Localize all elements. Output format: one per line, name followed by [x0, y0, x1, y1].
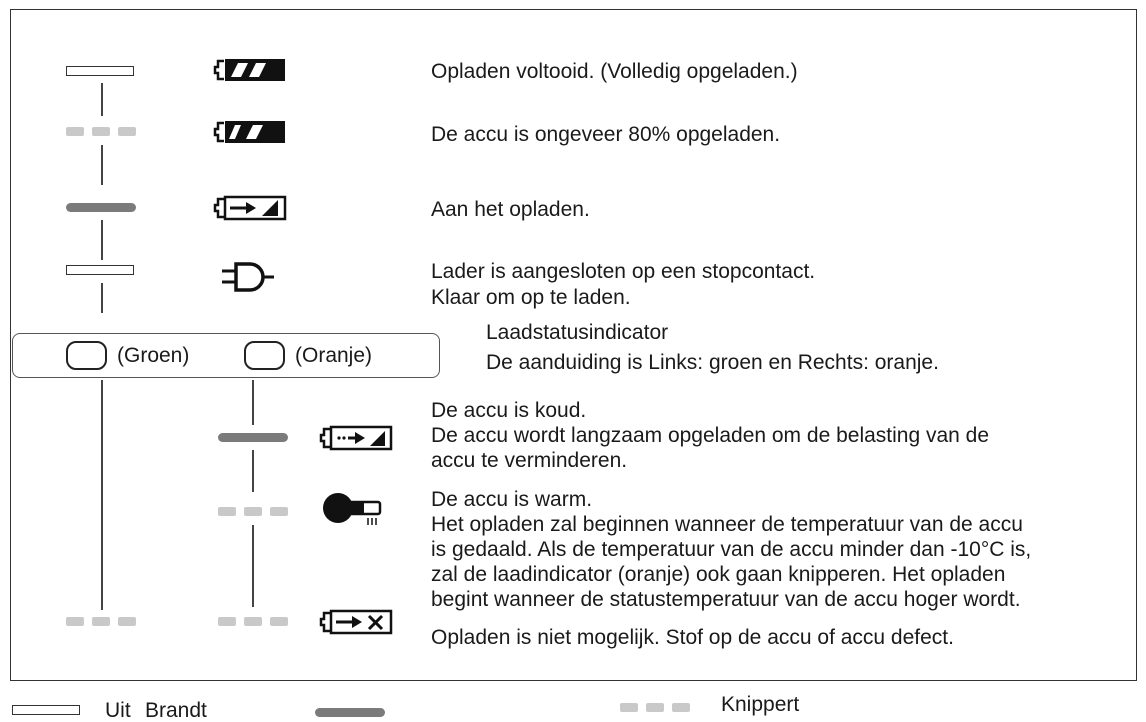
- green-lamp-icon: [66, 341, 107, 370]
- key-off-symbol: [12, 705, 80, 715]
- row-3-text: Aan het opladen.: [431, 198, 590, 221]
- battery-full-icon: [216, 57, 288, 83]
- green-indicator-on-row3: [66, 203, 136, 212]
- green-indicator-blink-row2: [66, 127, 136, 136]
- indicator-legend-box: [12, 333, 440, 378]
- orange-lamp-icon: [244, 341, 285, 370]
- row-1-text: Opladen voltooid. (Volledig opgeladen.): [431, 60, 798, 83]
- row-6-text-line-1: De accu is warm.: [431, 488, 593, 511]
- key-off-label: Uit: [105, 699, 131, 722]
- row-5-text-line-1: De accu is koud.: [431, 399, 587, 422]
- orange-indicator-blink-row7: [218, 617, 288, 626]
- connector-line: [101, 220, 103, 260]
- connector-line: [101, 380, 103, 610]
- key-on-symbol: [315, 708, 385, 717]
- connector-line: [252, 525, 254, 607]
- connector-line: [101, 83, 103, 116]
- battery-charging-icon: [216, 195, 288, 221]
- thermometer-icon: [322, 492, 394, 528]
- row-5-text-line-3: accu te verminderen.: [431, 449, 628, 472]
- row-2-text: De accu is ongeveer 80% opgeladen.: [431, 123, 781, 146]
- row-6-text-line-3: is gedaald. Als de temperatuur van de accu minder dan -10°C is,: [431, 538, 1032, 561]
- row-7-text: Opladen is niet mogelijk. Stof op de accu of accu defect.: [431, 626, 954, 649]
- indicator-legend-title: Laadstatusindicator: [486, 321, 669, 344]
- row-6-text-line-2: Het opladen zal beginnen wanneer de temperatuur van de accu: [431, 513, 1023, 536]
- orange-indicator-blink-row6: [218, 507, 288, 516]
- connector-line: [101, 283, 103, 313]
- green-indicator-off-row1: [66, 66, 134, 76]
- row-5-text-line-2: De accu wordt langzaam opgeladen om de belasting van de: [431, 424, 990, 447]
- battery-slow-charge-icon: [322, 425, 394, 451]
- row-6-text-line-5: begint wanneer de statustemperatuur van de accu hoger wordt.: [431, 588, 1021, 611]
- green-indicator-blink-row7: [66, 617, 136, 626]
- key-blink-symbol: [620, 703, 690, 712]
- connector-line: [252, 450, 254, 492]
- connector-line: [252, 380, 254, 425]
- indicator-legend-description: De aanduiding is Links: groen en Rechts: oranje.: [486, 351, 939, 374]
- battery-80-icon: [216, 119, 288, 145]
- battery-error-icon: [322, 609, 394, 635]
- orange-lamp-label: (Oranje): [295, 344, 373, 367]
- connector-line: [101, 145, 103, 185]
- row-6-text-line-4: zal de laadindicator (oranje) ook gaan knipperen. Het opladen: [431, 563, 1006, 586]
- key-blink-label: Knippert: [721, 693, 800, 716]
- green-indicator-off-row4: [66, 265, 134, 275]
- plug-icon: [222, 262, 284, 292]
- row-4-text-line-2: Klaar om op te laden.: [431, 286, 631, 309]
- green-lamp-label: (Groen): [117, 344, 190, 367]
- row-4-text-line-1: Lader is aangesloten op een stopcontact.: [431, 260, 816, 283]
- orange-indicator-on-row5: [218, 433, 288, 442]
- key-on-label: Brandt: [145, 699, 207, 722]
